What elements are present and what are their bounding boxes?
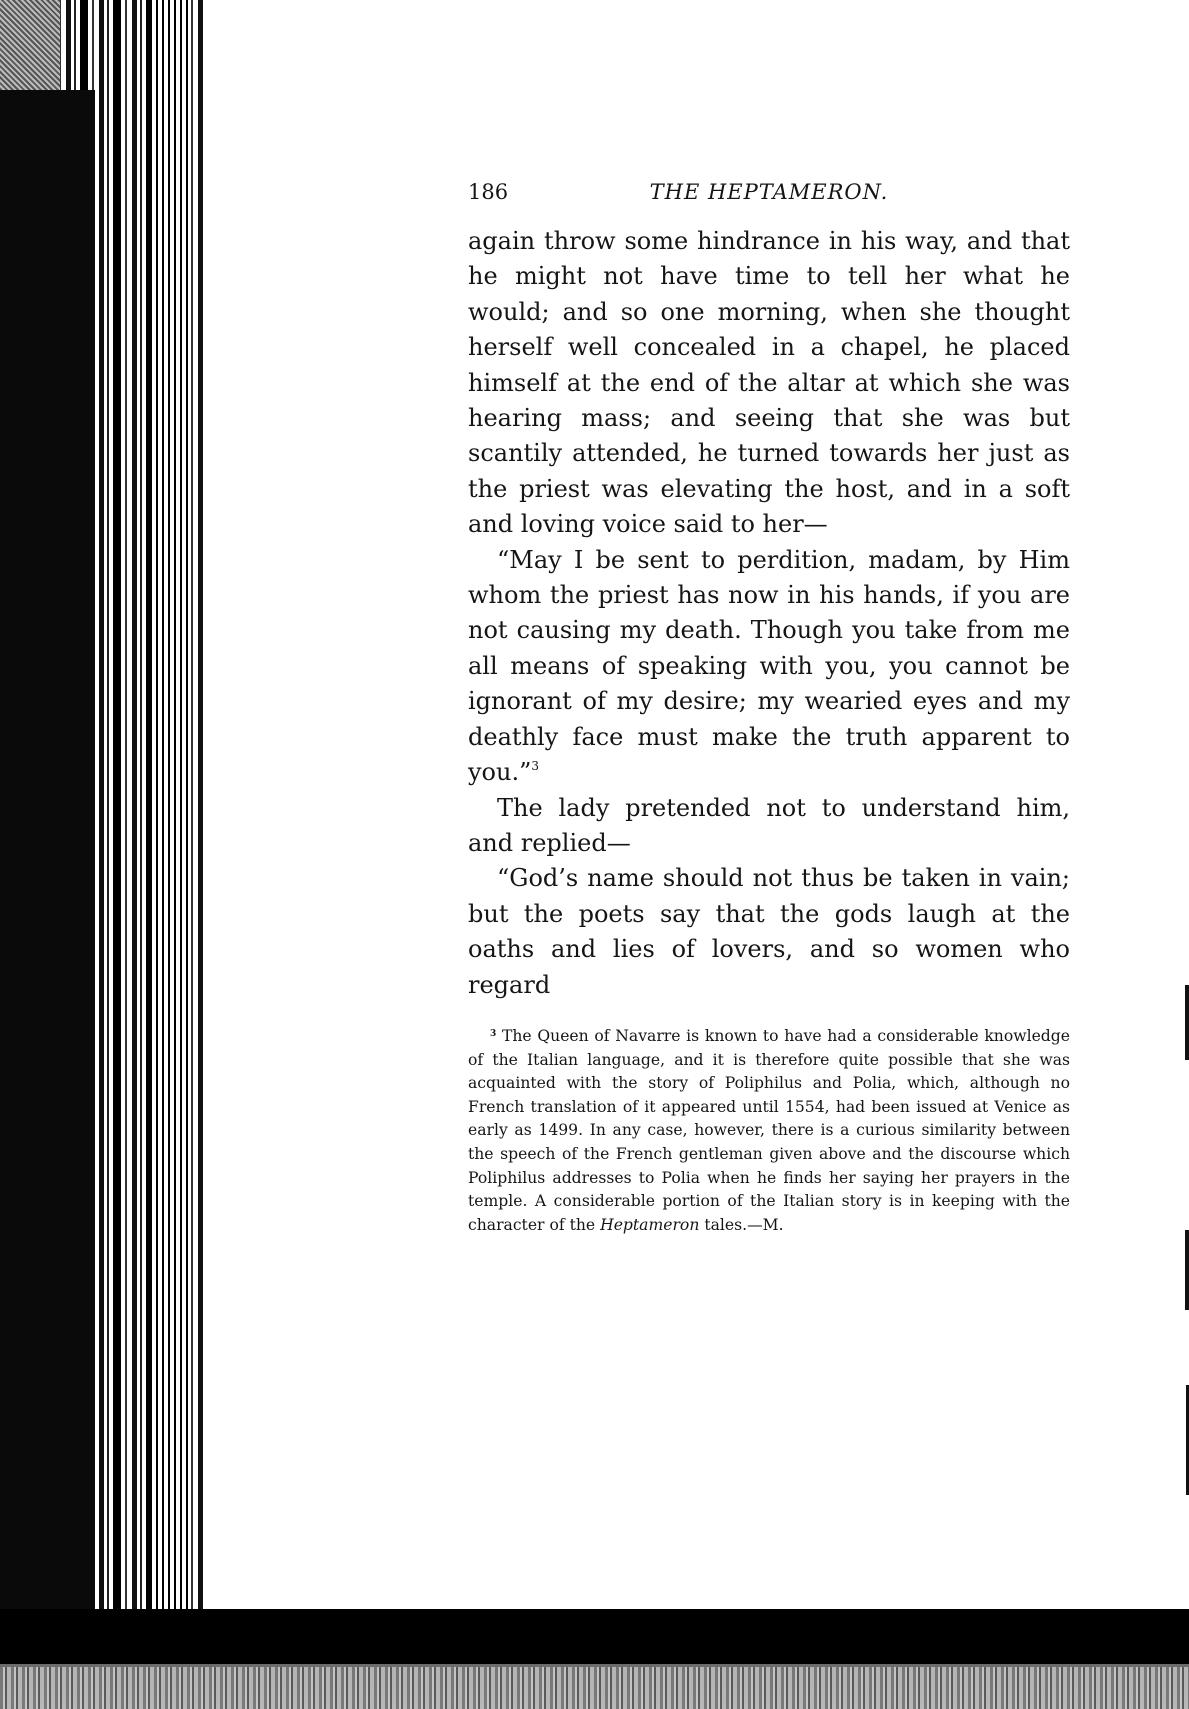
book-page [468, 180, 1070, 1237]
footnote-reference: 3 [531, 759, 540, 774]
paragraph: The lady pretended not to understand him, and replied— [468, 793, 1070, 857]
spine-shadow [0, 90, 95, 1630]
paragraph: “God’s name should not thus be taken in vain; but the poets say that the gods laugh at the oaths and lies of lovers, and so women who regard [468, 864, 1070, 999]
paragraph: again throw some hindrance in his way, and that he might not have time to tell her what he would; and so one morning, when she thought herself well concealed in a chapel, he placed himself at the end of the altar at which she was hearing mass; and seeing that she was but scantily attended, he turned towards her just as the priest was elevating the host, and in a soft and loving voice said to her— [468, 227, 1070, 539]
right-edge-mark [1185, 985, 1189, 1060]
footnote-marker: 3 [490, 1028, 497, 1039]
page-edge-lines [150, 0, 190, 1620]
paragraph-quote [468, 543, 1070, 791]
running-head [468, 180, 1070, 210]
running-title: THE HEPTAMERON. [649, 180, 889, 204]
right-edge-mark [1185, 1230, 1189, 1310]
footnote-text: The Queen of Navarre is known to have had a considerable knowledge of the Italian language, and it is therefore quite possible that she was acquainted with the story of Poliphilus and Polia, which, although no French translation of it appeared until 1554, had been issued at Venice as early as 1499. In any case, however, there is a curious similarity between the speech of the French gentleman given above and the discourse which Poliphilus addresses to Polia when he finds her saying her prayers in the temple. A considerable portion of the Italian story is in keeping with the character of the [468, 1026, 1070, 1234]
scan-noise-top-left [0, 0, 60, 90]
scan-noise-bottom [0, 1667, 1189, 1709]
footnote [468, 1025, 1070, 1237]
body-text [468, 224, 1070, 1003]
page-number: 186 [468, 180, 509, 204]
footnote-text-end: tales.—M. [704, 1215, 784, 1234]
footnote-italic-title: Heptameron [600, 1215, 700, 1234]
quote-text: “May I be sent to perdition, madam, by Him whom the priest has now in his hands, if you are not causing my death. Though you take from me all means of speaking with you, you cannot be ignorant of my desire; my wearied eyes and my deathly face must make the truth apparent to you.” [468, 545, 1070, 787]
